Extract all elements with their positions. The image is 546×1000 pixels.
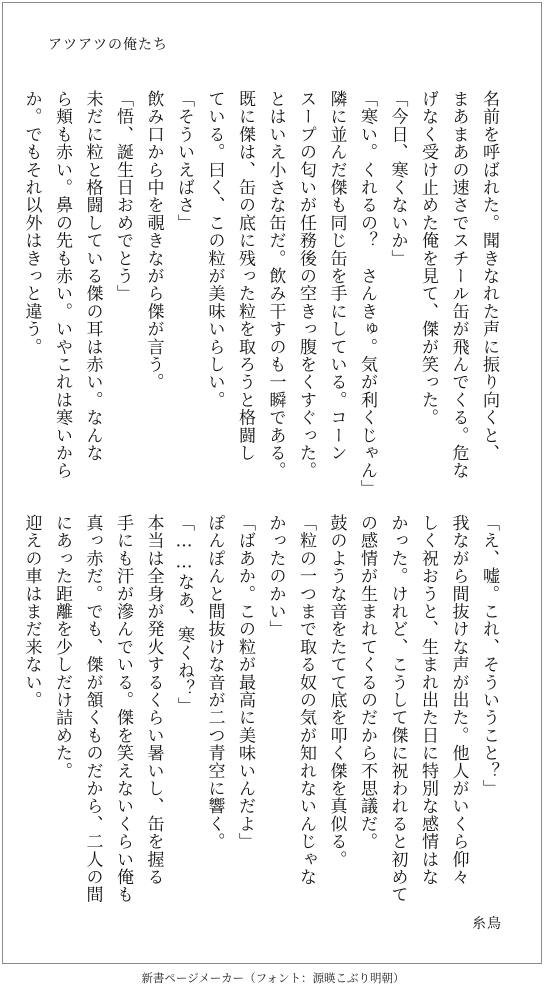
text-line: 「え、嘘。これ、そういうこと？」 xyxy=(479,514,499,798)
text-line: の感情が生まれてくるのだから不思議だ。 xyxy=(357,514,377,851)
text-line: にあった距離を少しだけ詰めた。 xyxy=(52,514,72,780)
text-line: 「……なあ、寒くね？」 xyxy=(174,514,194,715)
text-line: 「悟、誕生日おめでとう」 xyxy=(113,90,133,303)
text-line: 隣に並んだ傑も同じ缶を手にしている。コーン xyxy=(326,90,347,462)
text-line: 「今日、寒くないか」 xyxy=(387,90,408,267)
text-line: か。でもそれ以外はきっと違う。 xyxy=(21,90,42,356)
text-line: 「ばあか。この粒が最高に美味いんだよ」 xyxy=(235,514,255,851)
text-line: スープの匂いが任務後の空きっ腹をくすぐった。 xyxy=(296,90,316,480)
text-line: 既に傑は、缶の底に残った粒を取ろうと格闘し xyxy=(235,90,255,462)
lower-text-block xyxy=(16,514,504,904)
text-line: 「寒い。くれるの？ さんきゅ。気が利くじゃん」 xyxy=(357,90,377,498)
text-line: 我ながら間抜けな声が出た。他人がいくら仰々 xyxy=(448,514,469,886)
footer-credit: 新書ページメーカー（フォント：源暎こぶり明朝） xyxy=(141,971,405,985)
text-line: 「そういえばさ」 xyxy=(174,90,194,232)
text-line: しく祝おうと、生まれ出た日に特別な感情はな xyxy=(418,514,438,886)
text-line: かったのかい」 xyxy=(265,514,286,638)
text-line: 手にも汗が滲んでいる。傑を笑えないくらい俺も xyxy=(113,514,133,904)
author-name: 糸鳥 xyxy=(472,916,502,932)
text-line: とはいえ小さな缶だ。飲み干すのも一瞬である。 xyxy=(265,90,286,480)
page-title: アツアツの俺たち xyxy=(48,37,168,53)
text-line: かった。けれど、こうして傑に祝われると初めて xyxy=(387,514,408,904)
text-line: 鼓のような音をたてて底を叩く傑を真似る。 xyxy=(326,514,347,868)
text-line: 名前を呼ばれた。聞きなれた声に振り向くと、 xyxy=(479,90,499,462)
text-line: 未だに粒と格闘している傑の耳は赤い。なんな xyxy=(82,90,103,462)
text-line: げなく受け止めた俺を見て、傑が笑った。 xyxy=(418,90,438,427)
text-line: 真っ赤だ。でも、傑が頷くものだから、二人の間 xyxy=(82,514,103,904)
text-line: 「粒の一つまで取る奴の気が知れないんじゃな xyxy=(296,514,316,886)
text-line: 迎えの車はまだ来ない。 xyxy=(21,514,42,709)
text-line: 飲み口から中を覗きながら傑が言う。 xyxy=(143,90,164,391)
text-line: ら頬も赤い。鼻の先も赤い。いやこれは寒いから xyxy=(52,90,72,480)
text-line: まあまあの速さでスチール缶が飛んでくる。危な xyxy=(448,90,469,480)
text-line: ている。曰く、この粒が美味いらしい。 xyxy=(204,90,225,409)
text-line: 本当は全身が発火するくらい暑いし、缶を握る xyxy=(143,514,164,886)
text-line: ぽんぽんと間抜けな音が二つ青空に響く。 xyxy=(204,514,225,851)
upper-text-block xyxy=(16,90,504,498)
